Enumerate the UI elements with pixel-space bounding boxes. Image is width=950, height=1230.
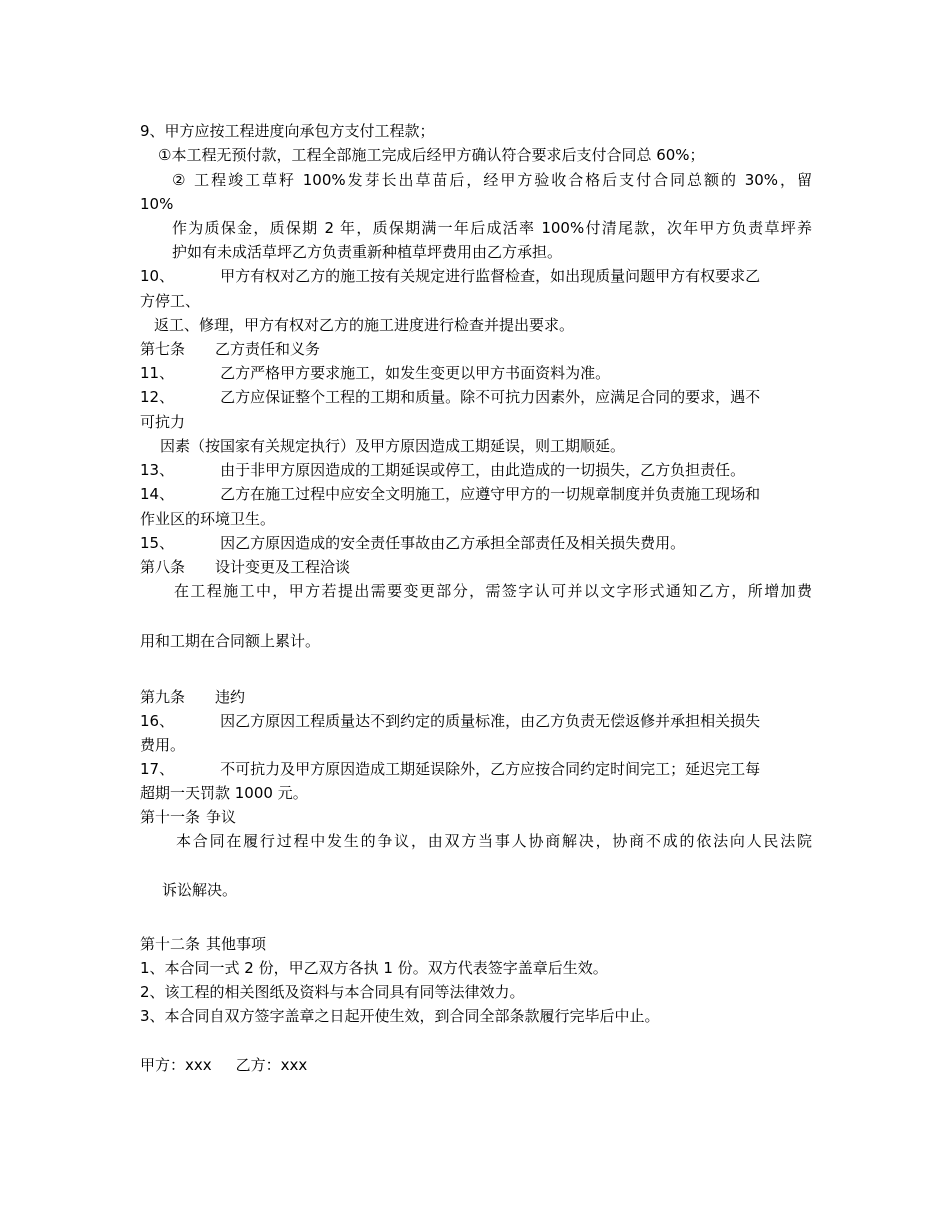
section-8-heading: [140, 555, 812, 579]
clause-16-cont: 费用。: [140, 736, 186, 754]
clause-number: 12、: [140, 388, 175, 406]
clause-number: 17、: [140, 760, 175, 778]
section-number: 第十一条: [140, 808, 201, 826]
clause-number: 15、: [140, 534, 175, 552]
section-title: 乙方责任和义务: [215, 340, 321, 358]
clause-text: 乙方严格甲方要求施工，如发生变更以甲方书面资料为准。: [220, 364, 611, 382]
party-a-signature: 甲方：xxx: [140, 1056, 212, 1074]
section-title: 其他事项: [206, 935, 267, 953]
clause-text: 乙方应保证整个工程的工期和质量。除不可抗力因素外，应满足合同的要求，遇不: [220, 388, 761, 406]
clause-15: [140, 531, 812, 555]
section-12-heading: [140, 932, 812, 956]
clause-number: 13、: [140, 461, 175, 479]
section-12-item-3: 3、本合同自双方签字盖章之日起开使生效，到合同全部条款履行完毕后中止。: [140, 1007, 660, 1025]
clause-text: 由于非甲方原因造成的工期延误或停工，由此造成的一切损失，乙方负担责任。: [220, 461, 746, 479]
clause-9-item-1: ①本工程无预付款，工程全部施工完成后经甲方确认符合要求后支付合同总 60%；: [158, 146, 705, 164]
section-title: 争议: [206, 808, 237, 826]
section-number: 第十二条: [140, 935, 201, 953]
clause-text: 乙方在施工过程中应安全文明施工，应遵守甲方的一切规章制度并负责施工现场和: [220, 485, 761, 503]
clause-9: 9、甲方应按工程进度向承包方支付工程款；: [140, 122, 435, 140]
clause-12-cont-2: 因素（按国家有关规定执行）及甲方原因造成工期延误，则工期顺延。: [160, 437, 626, 455]
section-title: 设计变更及工程洽谈: [215, 558, 351, 576]
clause-14-cont: 作业区的环境卫生。: [140, 510, 276, 528]
section-8-body: 在工程施工中，甲方若提出需要变更部分，需签字认可并以文字形式通知乙方，所增加费: [174, 582, 812, 600]
section-11-body-cont: 诉讼解决。: [162, 881, 238, 899]
clause-number: 10、: [140, 267, 175, 285]
clause-10-cont-2: 返工、修理，甲方有权对乙方的施工进度进行检查并提出要求。: [154, 316, 575, 334]
clause-9-item-2: ② 工程竣工草籽 100%发芽长出草苗后，经甲方验收合格后支付合同总额的 30%，留: [172, 171, 812, 189]
section-12-item-2: 2、该工程的相关图纸及资料与本合同具有同等法律效力。: [140, 983, 525, 1001]
section-number: 第七条: [140, 340, 186, 358]
clause-14: [140, 482, 812, 506]
section-12-item-1: 1、本合同一式 2 份，甲乙双方各执 1 份。双方代表签字盖章后生效。: [140, 959, 608, 977]
clause-9-warranty-cont: 护如有未成活草坪乙方负责重新种植草坪费用由乙方承担。: [172, 243, 563, 261]
clause-17: [140, 757, 812, 781]
clause-11: [140, 361, 812, 385]
clause-12: [140, 385, 812, 409]
clause-10: [140, 264, 812, 288]
clause-number: 14、: [140, 485, 175, 503]
clause-number: 16、: [140, 712, 175, 730]
section-title: 违约: [215, 688, 246, 706]
section-11-heading: [140, 805, 812, 829]
clause-17-cont: 超期一天罚款 1000 元。: [140, 784, 308, 802]
signature-line: [140, 1053, 812, 1077]
clause-text: 不可抗力及甲方原因造成工期延误除外，乙方应按合同约定时间完工；延迟完工每: [220, 760, 761, 778]
clause-text: 甲方有权对乙方的施工按有关规定进行监督检查，如出现质量问题甲方有权要求乙: [220, 267, 761, 285]
section-number: 第九条: [140, 688, 186, 706]
section-11-body: 本合同在履行过程中发生的争议，由双方当事人协商解决，协商不成的依法向人民法院: [176, 832, 812, 850]
clause-text: 因乙方原因造成的安全责任事故由乙方承担全部责任及相关损失费用。: [220, 534, 686, 552]
clause-9-warranty: 作为质保金，质保期 2 年，质保期满一年后成活率 100%付清尾款，次年甲方负责草坪养: [172, 219, 812, 237]
clause-text: 因乙方原因工程质量达不到约定的质量标准，由乙方负责无偿返修并承担相关损失: [220, 712, 761, 730]
section-7-heading: [140, 337, 812, 361]
clause-13: [140, 458, 812, 482]
section-9-heading: [140, 685, 812, 709]
section-number: 第八条: [140, 558, 186, 576]
clause-12-cont: 可抗力: [140, 413, 186, 431]
party-b-signature: 乙方：xxx: [235, 1056, 308, 1074]
clause-10-cont: 方停工、: [140, 292, 201, 310]
clause-9-item-2-cont: 10%: [140, 195, 174, 213]
clause-16: [140, 709, 812, 733]
section-8-body-cont: 用和工期在合同额上累计。: [140, 632, 321, 650]
clause-number: 11、: [140, 364, 175, 382]
